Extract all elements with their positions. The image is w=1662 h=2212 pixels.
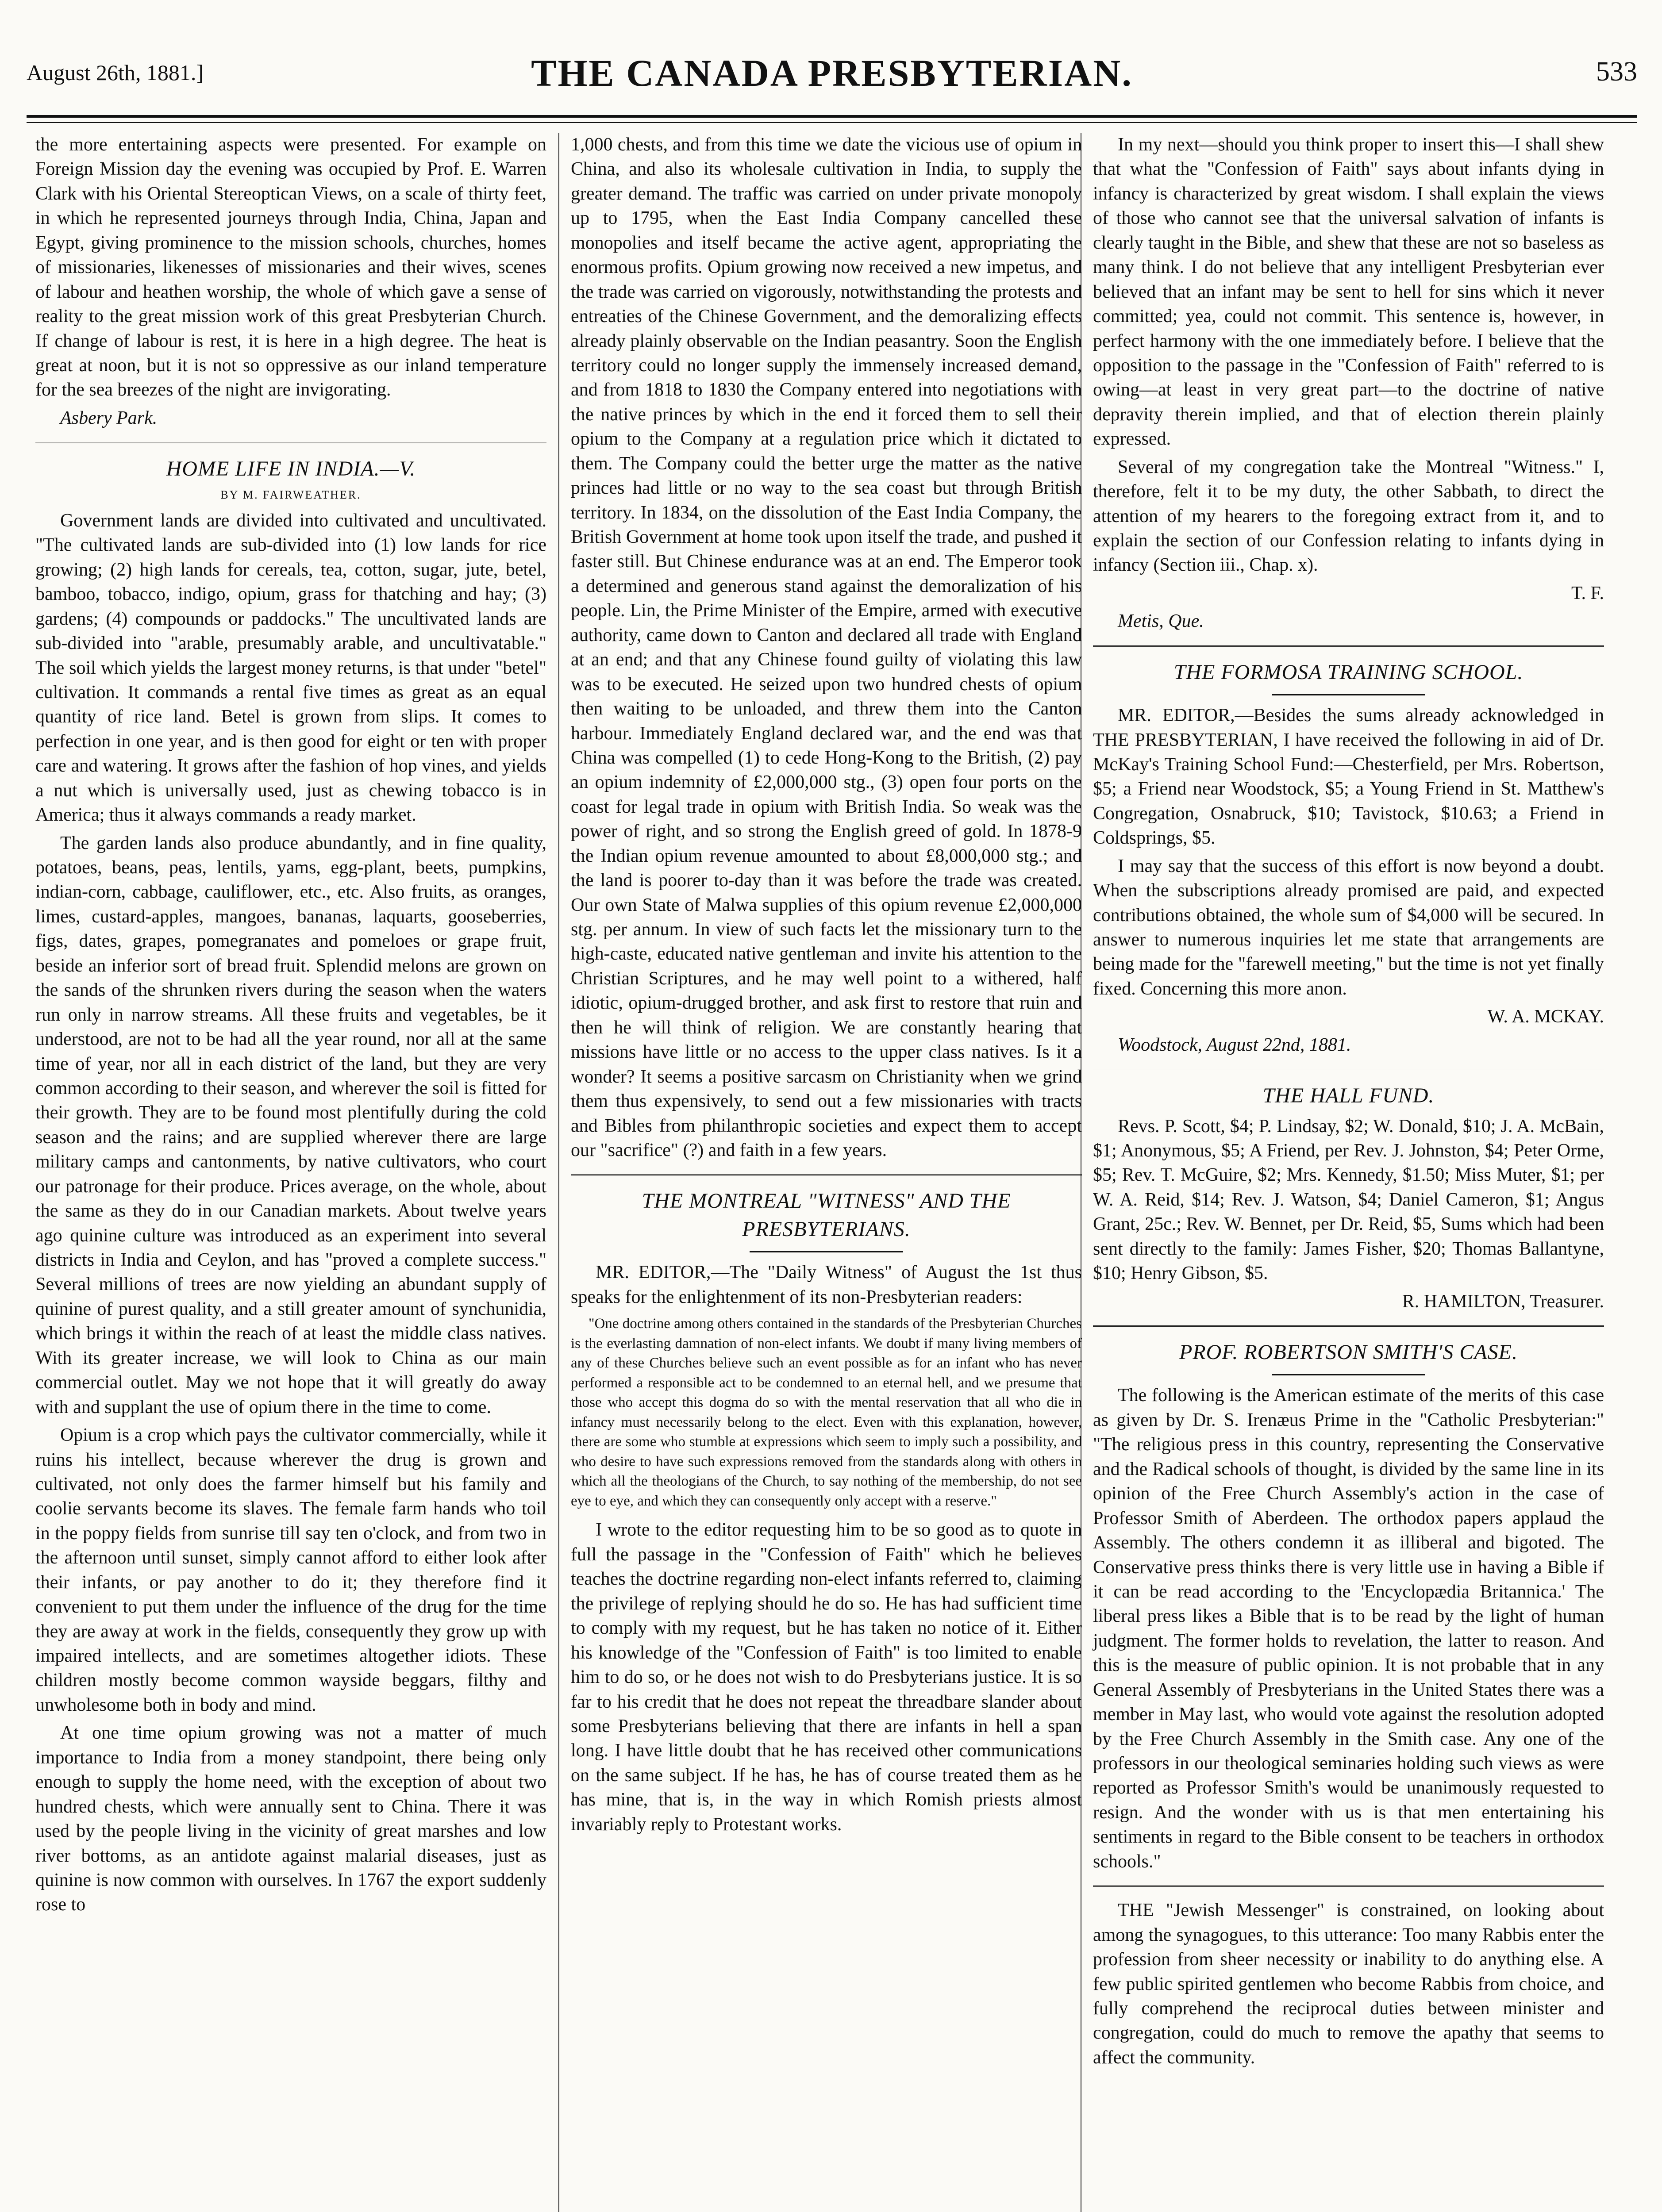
masthead-title: THE CANADA PRESBYTERIAN.	[531, 52, 1133, 94]
article-title-hall-fund: THE HALL FUND.	[1262, 1084, 1435, 1108]
section-separator	[1093, 1886, 1604, 1887]
header-rule-thin	[27, 122, 1637, 123]
article-paragraph: Several of my congregation take the Montreal "Witness." I, therefore, felt it to be my duty, the other Sabbath, to direct the attention of my hearers to the foregoing extract from it, and to explain the section of our Confession relating to infants dying in infancy (Section iii., Chap. x).	[1093, 457, 1604, 576]
section-separator	[35, 442, 546, 443]
article-paragraph: The following is the American estimate of the merits of this case as given by Dr. S. Irenæus Prime in the "Catholic Presbyterian:" "The religious press in this country, representing the Conservative and the Radical schools of thought, is divided by the same line in its opinion of the Free Church Assembly's action in the case of Professor Smith of Aberdeen. The orthodox papers applaud the Assembly. The others condemn it as illiberal and bigoted. The Conservative press thinks there is very little use in having a Bible if it can be read according to the 'Encyclopædia Britannica.' The liberal press likes a Bible that is to be read by the light of human judgment. The former holds to revelation, the latter to reason. And this is the measure of public opinion. It is not probable that in any General Assembly of Presbyterians in the United States there was a member in May last, who would vote against the resolution adopted by the Free Church Assembly in the Smith case. Any one of the professors in our theological seminaries holding such views as were reported as Professor Smith's would be unanimously requested to resign. And the wonder with us is that men entertaining his sentiments in regard to the Bible consent to be teachers in orthodox schools."	[1093, 1385, 1604, 1872]
signature: R. HAMILTON, Treasurer.	[1402, 1291, 1604, 1312]
section-separator	[571, 1174, 1082, 1175]
page-header	[27, 51, 1637, 117]
article-paragraph: I may say that the success of this effort is now beyond a doubt. When the subscriptions already promised are paid, and expected contributions obtained, the whole sum of $4,000 will be secured. In answer to numerous inquiries let me state that arrangements are being made for the "farewell meeting," but the time is not yet finally fixed. Concerning this more anon.	[1093, 856, 1604, 999]
title-rule	[1272, 1374, 1425, 1375]
article-paragraph: Opium is a crop which pays the cultivator commercially, while it ruins his intellect, because wherever the drug is grown and cultivated, not only does the farmer himself but his family and coolie servants become its slaves. The female farm hands who toil in the poppy fields from sunrise till say ten o'clock, and from two in the afternoon until sunset, simply cannot afford to either look after their infants, or pay another to do it; they therefore find it convenient to put them under the influence of the drug for the time they are away at work in the fields, consequently they grow up with impaired intellects, and are sometimes altogether idiots. These children mostly become common wayside beggars, filthy and unwholesome both in body and mind.	[35, 1425, 546, 1715]
section-separator	[1093, 645, 1604, 647]
section-separator	[1093, 1069, 1604, 1070]
column-3	[1093, 133, 1604, 2074]
column-1	[35, 133, 546, 1921]
article-paragraph: MR. EDITOR,—Besides the sums already acknowledged in THE PRESBYTERIAN, I have received the following in aid of Dr. McKay's Training School Fund:—Chesterfield, per Mrs. Robertson, $5; a Friend near Woodstock, $5; a Young Friend in St. Matthew's Congregation, Osnabruck, $10; Tavistock, $10.63; a Friend in Coldsprings, $5.	[1093, 705, 1604, 849]
article-paragraph: At one time opium growing was not a matter of much importance to India from a money standpoint, there being only enough to supply the home need, with the exception of about two hundred chests, which were annually sent to China. There it was used by the people living in the vicinity of great marshes and low river bottoms, as an antidote against malarial diseases, just as quinine is now common with ourselves. In 1767 the export suddenly rose to	[35, 1723, 546, 1915]
article-byline: BY M. FAIRWEATHER.	[220, 488, 362, 501]
dateline: Metis, Que.	[1118, 611, 1204, 632]
intro-place: Asbery Park.	[60, 407, 158, 428]
article-title-formosa: THE FORMOSA TRAINING SCHOOL.	[1173, 660, 1524, 684]
article-paragraph: Revs. P. Scott, $4; P. Lindsay, $2; W. Donald, $10; J. A. McBain, $1; Anonymous, $5; A Friend, per Rev. J. Johnston, $4; Peter Orme, $5; Rev. T. McGuire, $2; Mrs. Kennedy, $1.50; Miss Muter, $1; per W. A. Reid, $14; Rev. J. Watson, $4; Daniel Cameron, $1; Angus Grant, 25c.; Rev. W. Bennet, per Dr. Reid, $5, Sums which had been sent directly to the family: James Fisher, $20; Thomas Ballantyne, $10; Henry Gibson, $5.	[1093, 1116, 1604, 1284]
header-rule	[27, 115, 1637, 118]
section-separator	[1093, 1325, 1604, 1327]
title-rule	[1272, 694, 1425, 695]
article-paragraph: MR. EDITOR,—The "Daily Witness" of August the 1st thus speaks for the enlightenment of its non-Presbyterian readers:	[571, 1262, 1082, 1307]
intro-paragraph: the more entertaining aspects were presented. For example on Foreign Mission day the evening was occupied by Prof. E. Warren Clark with his Oriental Stereoptican Views, on a scale of thirty feet, in which he represented journeys through India, China, Japan and Egypt, giving prominence to the mission schools, churches, homes of missionaries, likenesses of missionaries and their wives, scenes of labour and heathen worship, the whole of which gave a sense of reality to the great mission work of this great Presbyterian Church. If change of labour is rest, it is here in a high degree. The heat is great at noon, but it is not so oppressive as our inland temperature for the sea breezes of the night are invigorating.	[35, 134, 546, 400]
article-paragraph: Government lands are divided into cultivated and uncultivated. "The cultivated lands are sub-divided into (1) low lands for rice growing; (2) high lands for cereals, tea, cotton, sugar, jute, betel, bamboo, tobacco, indigo, opium, grass for thatching and hay; (3) gardens; (4) compounds or paddocks." The uncultivated lands are sub-divided into "arable, presumably arable, and uncultivatable." The soil which yields the largest money returns, is that under "betel" cultivation. It commands a rental five times as great as an equal quantity of rice land. Betel is grown from slips. It comes to perfection in one year, and is then good for eight or ten with proper care and watering. It grows after the fashion of hop vines, and yields a nut which is universally used, just as chewing tobacco is in America; thus it always commands a ready market.	[35, 510, 546, 826]
page-number: 533	[1596, 57, 1637, 87]
issue-date: August 26th, 1881.]	[27, 60, 204, 85]
column-divider-1	[558, 133, 559, 2212]
article-paragraph: In my next—should you think proper to insert this—I shall shew that what the "Confession of Faith" says about infants dying in infancy is characterized by great wisdom. I shall explain the views of those who cannot see that the universal salvation of infants is clearly taught in the Bible, and shew that these are not so baseless as many think. I do not believe that any intelligent Presbyterian ever believed that an infant may be sent to hell for sins which it never committed; yea, could not commit. This sentence is, however, in perfect harmony with the one immediately before. I believe that the opposition to the passage in the "Confession of Faith" referred to is owing—at least in very great part—to the doctrine of native depravity therein implied, and that of election therein plainly expressed.	[1093, 134, 1604, 449]
column-2	[571, 133, 1082, 1840]
article-paragraph: THE "Jewish Messenger" is constrained, on looking about among the synagogues, to this utterance: Too many Rabbis enter the profession from sheer necessity or inability to do anything else. A few public spirited gentlemen who become Rabbis from choice, and fully comprehend the reciprocal duties between minister and congregation, could do much to remove the apathy that seems to affect the community.	[1093, 1900, 1604, 2068]
article-title-witness: THE MONTREAL "WITNESS" AND THE PRESBYTERIANS.	[642, 1189, 1011, 1241]
article-title-home-life: HOME LIFE IN INDIA.—V.	[166, 457, 416, 481]
article-title-smith-case: PROF. ROBERTSON SMITH'S CASE.	[1179, 1340, 1518, 1364]
block-quote: "One doctrine among others contained in the standards of the Presbyterian Churches is the everlasting damnation of non-elect infants. We doubt if many living members of any of these Churches believe such an event possible as for an infant who has never performed a responsible act to be condemned to an eternal hell, and we presume that those who accept this dogma do so with the mental reservation that all who die in infancy must necessarily belong to the elect. Even with this explanation, however, there are some who stumble at expressions which seem to imply such a possibility, and who desire to have such expressions removed from the standards along with others in which all the theologians of the Church, to say nothing of the membership, do not see eye to eye, and which they can consequently only accept with a reserve."	[571, 1315, 1082, 1509]
article-paragraph: I wrote to the editor requesting him to be so good as to quote in full the passage in the "Confession of Faith" which he believes teaches the doctrine regarding non-elect infants referred to, claiming the privilege of replying should he do so. He has had sufficient time to comply with my request, but he has taken no notice of it. Either his knowledge of the "Confession of Faith" is too limited to enable him to do so, or he does not wish to do Presbyterians justice. It is so far to his credit that he does not repeat the threadbare slander about some Presbyterians believing that there are infants in hell a span long. I have little doubt that he has received other communications on the same subject. If he has, he has of course treated them as he has mine, that is, in the way in which Romish priests almost invariably reply to Protestant works.	[571, 1520, 1082, 1835]
signature: W. A. MCKAY.	[1487, 1006, 1604, 1027]
article-paragraph: 1,000 chests, and from this time we date the vicious use of opium in China, and also its wholesale cultivation in India, to supply the greater demand. The traffic was carried on under private monopoly up to 1795, when the East India Company cancelled these monopolies and itself became the active agent, appropriating the enormous profits. Opium growing now received a new impetus, and the trade was carried on vigorously, notwithstanding the protests and entreaties of the Chinese Government, and the demoralizing effects already plainly observable on the Indian peasantry. Soon the English territory could no longer supply the immensely increased demand, and from 1818 to 1830 the Company entered into negotiations with the native princes by which in the end it forced them to sell their opium to the Company at a regulation price which it dictated to them. The Company could the better urge the matter as the native princes had little or no way to the sea coast but through British territory. In 1834, on the dissolution of the East India Company, the British Government at home took upon itself the trade, and pushed it faster still. But Chinese endurance was at an end. The Emperor took a determined and generous stand against the demoralization of his people. Lin, the Prime Minister of the Empire, armed with executive authority, came down to Canton and declared all trade with England at an end; and that any Chinese found guilty of violating this law was to be executed. He seized upon two hundred chests of opium then waiting to be unloaded, and threw them into the Canton harbour. Immediately England declared war, and the end was that China was compelled (1) to cede Hong-Kong to the British, (2) pay an opium indemnity of £2,000,000 stg., (3) open four ports on the coast for legal trade in opium with British India. So weak was the power of right, and so strong the English greed of gold. In 1878-9 the Indian opium revenue amounted to about £8,000,000 stg.; and the land is poorer to-day than it was before the trade was created. Our own State of Malwa supplies of this opium revenue £2,000,000 stg. per annum. In view of such facts let the missionary turn to the high-caste, educated native gentleman and invite his attention to the Christian Scriptures, and he may well point to a withered, half idiotic, opium-drugged brother, and ask first to restore that ruin and then he will think of religion. We are constantly hearing that missions have little or no access to the upper class natives. Is it a wonder? It seems a positive sarcasm on Christianity when we grind them thus expensively, to send out a few missionaries with tracts and Bibles from philanthropic societies and expect them to accept our "sacrifice" (?) and faith in a few years.	[571, 134, 1082, 1160]
dateline: Woodstock, August 22nd, 1881.	[1118, 1034, 1351, 1055]
article-paragraph: The garden lands also produce abundantly, and in fine quality, potatoes, beans, peas, lentils, yams, egg-plant, beets, pumpkins, indian-corn, cabbage, cauliflower, etc., etc. Also fruits, as oranges, limes, custard-apples, mangoes, bananas, laquarts, gooseberries, figs, dates, grapes, pomegranates and pomeloes or grape fruit, beside an inferior sort of bread fruit. Splendid melons are grown on the sands of the shrunken rivers during the season when the waters run only in narrow streams. All these fruits and vegetables, be it understood, are not to be had all the year round, nor all at the same time of year, nor all in each district of the land, but they are very common according to their season, and wherever the soil is fitted for their growth. They are to be found most plentifully during the cold season and the rains; and are supplied wherever there are large military camps and cantonments, by native cultivators, who court our patronage for their produce. Prices average, on the whole, about the same as they do in our Canadian markets. About twelve years ago quinine culture was introduced as an experiment into several districts in India and Ceylon, and has "proved a complete success." Several millions of trees are now yielding an abundant supply of quinine of purest quality, and a still greater amount of synchunidia, which brings it within the reach of at least the middle class natives. With its greater increase, we will look to China as our main commercial outlet. May we not hope that it will greatly do away with and supplant the use of opium there in the time to come.	[35, 833, 546, 1417]
signature: T. F.	[1571, 583, 1604, 603]
title-rule	[750, 1251, 903, 1252]
